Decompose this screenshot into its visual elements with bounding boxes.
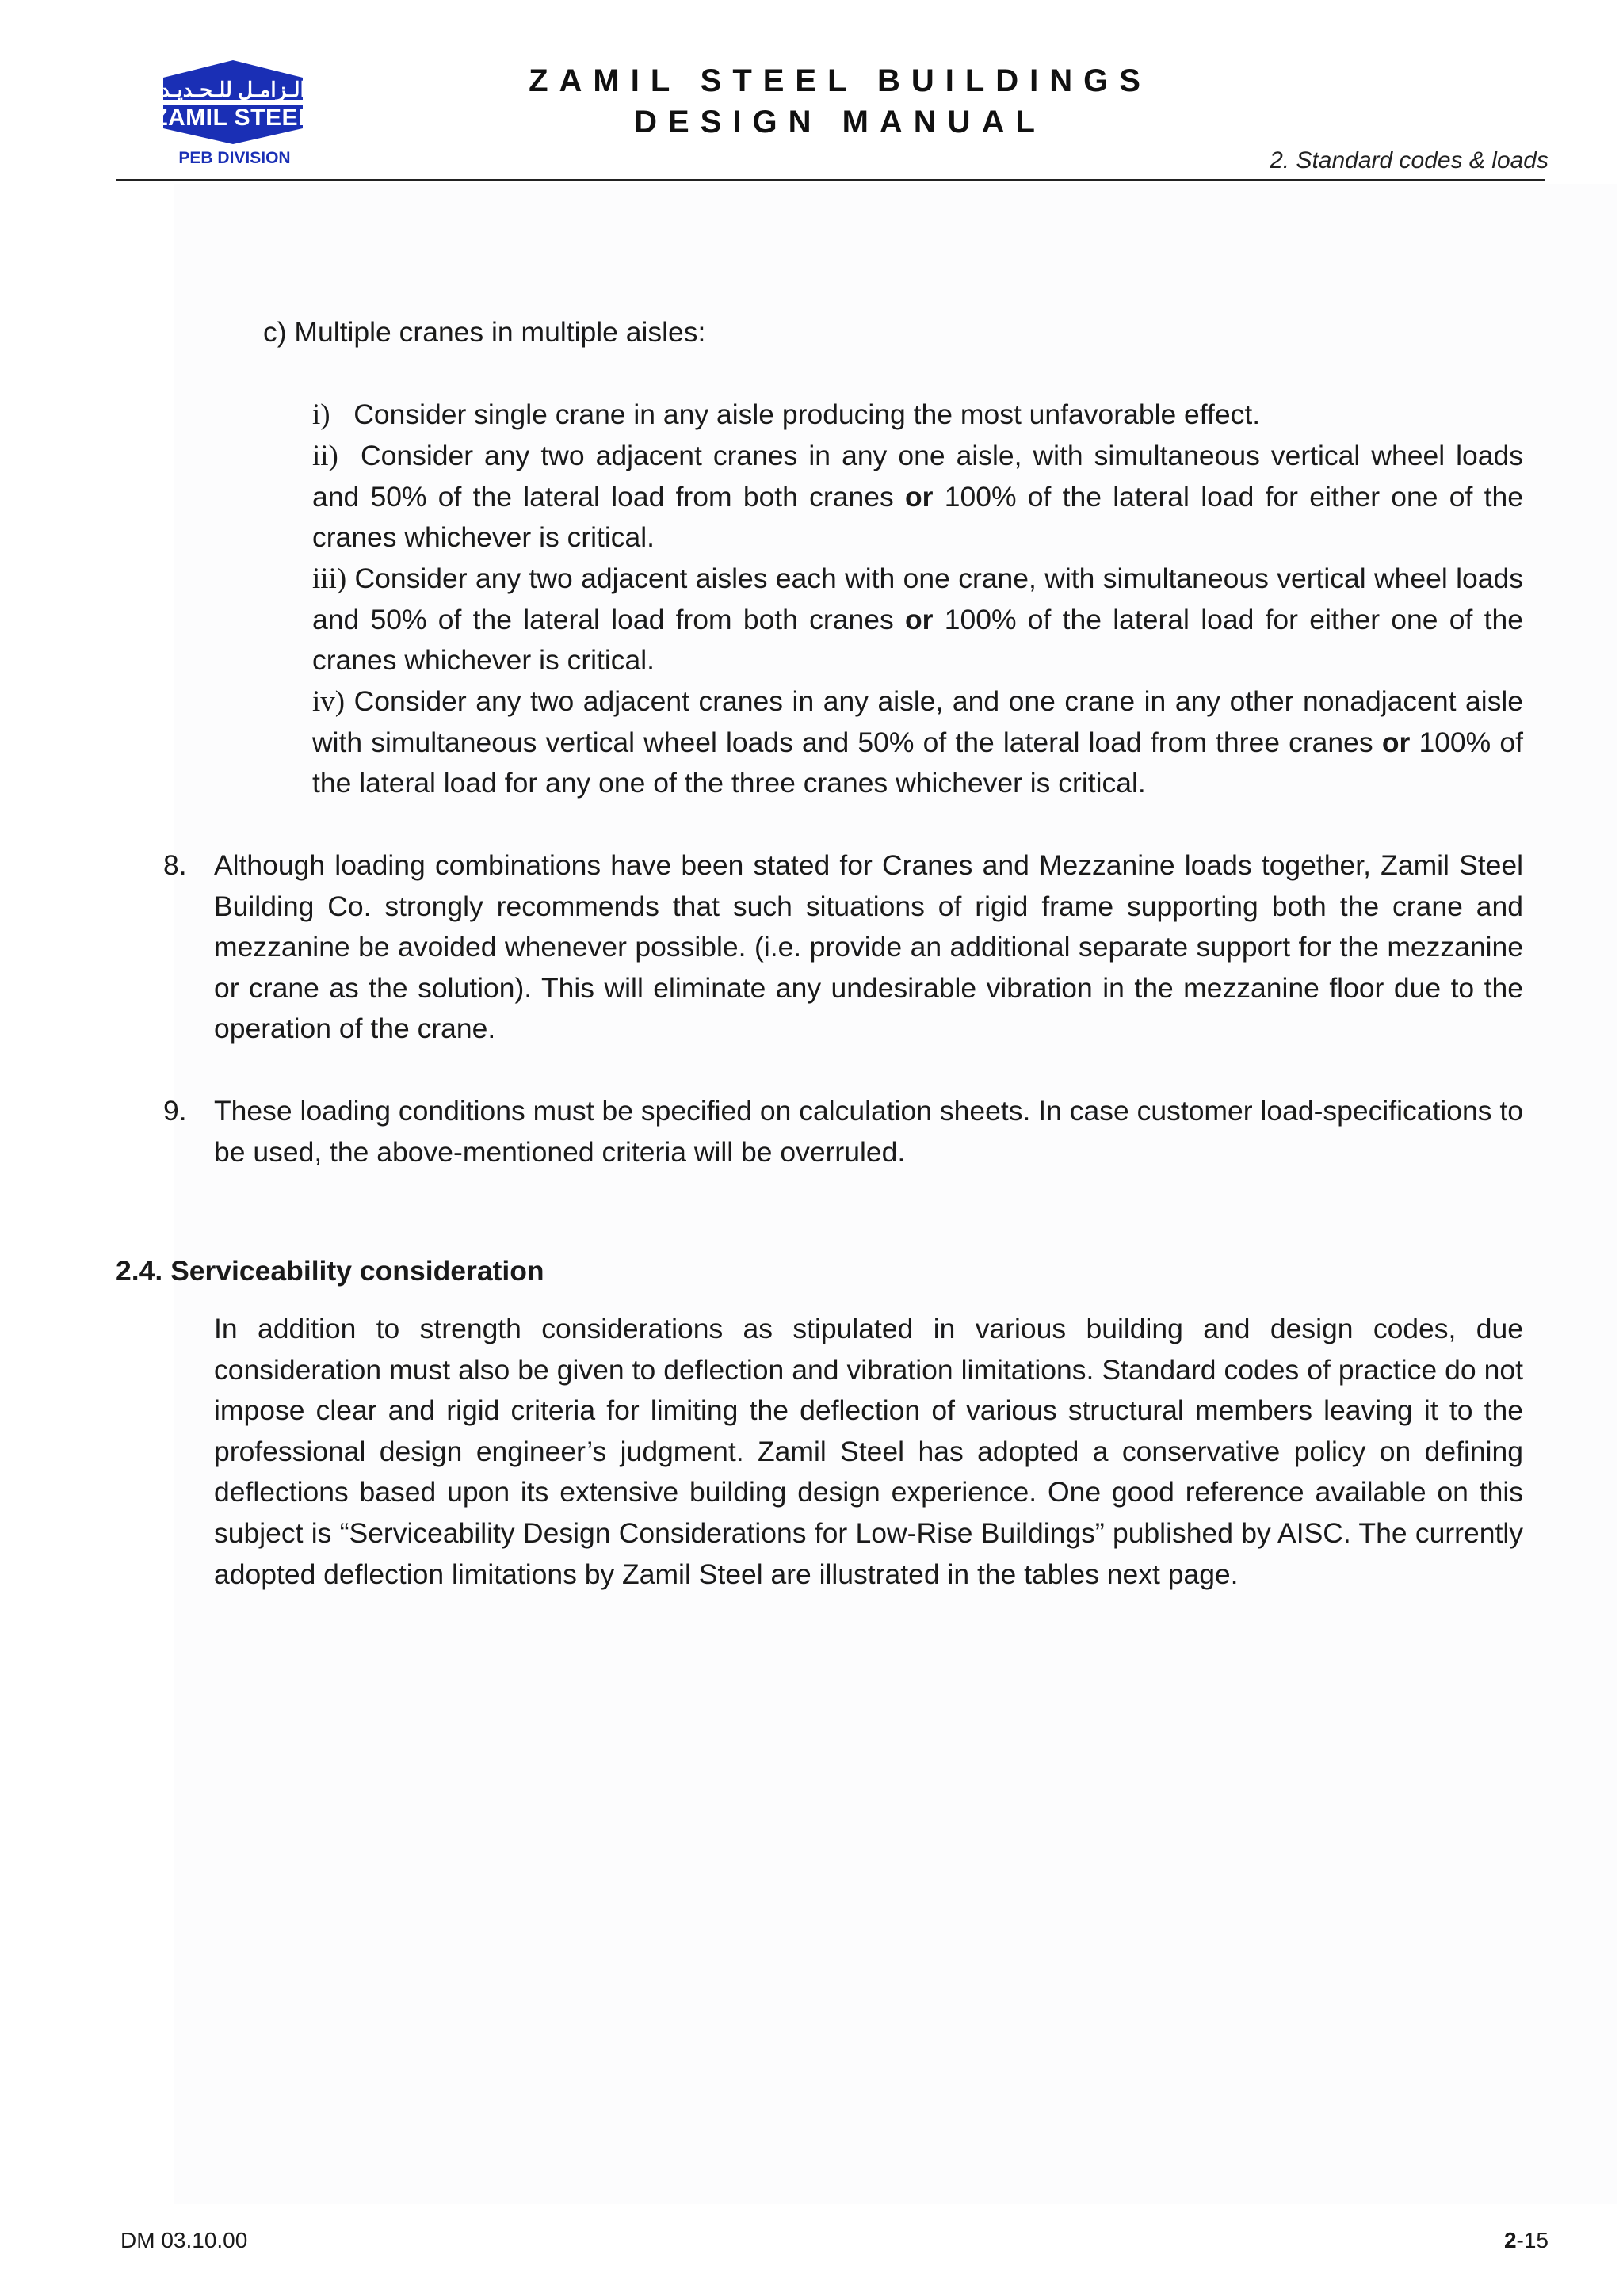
crane-case-text: Consider any two adjacent aisles each with one crane, with simultaneous vertical wheel loads and 50% of the lateral load from both cranes: [312, 563, 1523, 635]
crane-case-iv: [312, 681, 1523, 804]
page-index: -15: [1516, 2228, 1549, 2252]
roman-numeral: iv): [312, 685, 346, 718]
crane-case-text-cont: 100% of the lateral load for either one of the cranes whichever is critical.: [312, 480, 1523, 554]
crane-case-text-cont: 100% of the lateral load for any one of the three cranes whichever is critical.: [312, 726, 1523, 799]
document-title: [444, 60, 1236, 143]
or-emphasis: or: [1381, 726, 1411, 758]
crane-case-i: [312, 395, 1523, 436]
crane-case-text: Consider any two adjacent cranes in any aisle, and one crane in any other nonadjacent aisle with simultaneous vertical wheel loads and 50% of the lateral load from three cranes: [312, 685, 1523, 758]
title-line-2: DESIGN MANUAL: [634, 105, 1046, 139]
crane-case-text: Consider single crane in any aisle producing the most unfavorable effect.: [353, 399, 1261, 430]
page-chapter: 2: [1503, 2228, 1517, 2252]
roman-numeral: iii): [312, 563, 347, 595]
document-code: DM 03.10.00: [120, 2228, 248, 2252]
crane-case-text-cont: 100% of the lateral load for either one of the cranes whichever is critical.: [312, 603, 1523, 677]
crane-cases-intro: c) Multiple cranes in multiple aisles:: [263, 316, 706, 348]
roman-numeral: i): [312, 399, 330, 431]
crane-case-text: Consider any two adjacent cranes in any one aisle, with simultaneous vertical wheel loads and 50% of the lateral load from both cranes: [312, 440, 1523, 513]
crane-case-ii: [312, 436, 1523, 559]
roman-numeral: ii): [312, 440, 338, 472]
section-heading: 2.4. Serviceability consideration: [116, 1255, 544, 1287]
logo-emblem: [139, 59, 327, 146]
header-divider: [116, 179, 1545, 181]
logo-division: PEB DIVISION: [178, 149, 291, 167]
or-emphasis: or: [904, 480, 934, 513]
page-number: [1504, 2228, 1549, 2253]
title-line-1: ZAMIL STEEL BUILDINGS: [529, 63, 1151, 98]
item-9-text: These loading conditions must be specified on calculation sheets. In case customer load-specifications to be used, the above-mentioned criteria will be overruled.: [214, 1095, 1523, 1168]
item-number-8: 8.: [163, 849, 187, 881]
logo-name: ZAMIL STEEL: [153, 105, 313, 131]
logo-arabic-text: الـزامـل للـحـديـد: [160, 78, 306, 101]
item-8-text: Although loading combinations have been stated for Cranes and Mezzanine loads together, Zamil Steel Building Co. strongly recommends that such situations of rigid frame supporting both the crane and mezzanine be avoided whenever possible. (i.e. provide an additional separate support for the mezzanine or crane as the solution). This will eliminate any undesirable vibration in the mezzanine floor due to the operation of the crane.: [214, 849, 1523, 1045]
or-emphasis: or: [904, 603, 934, 635]
section-paragraph: In addition to strength considerations as stipulated in various building and design codes, due consideration must also be given to deflection and vibration limitations. Standard codes of practice do not impose clear and rigid criteria for limiting the deflection of various structural members leaving it to the professional design engineer’s judgment. Zamil Steel has adopted a conservative policy on defining deflections based upon its extensive building design experience. One good reference available on this subject is “Serviceability Design Considerations for Low-Rise Buildings” published by AISC. The currently adopted deflection limitations by Zamil Steel are illustrated in the tables next page.: [214, 1313, 1523, 1590]
item-number-9: 9.: [163, 1095, 187, 1127]
zamil-steel-logo: [139, 59, 327, 177]
crane-case-iii: [312, 559, 1523, 681]
section-reference: 2. Standard codes & loads: [1270, 147, 1549, 174]
